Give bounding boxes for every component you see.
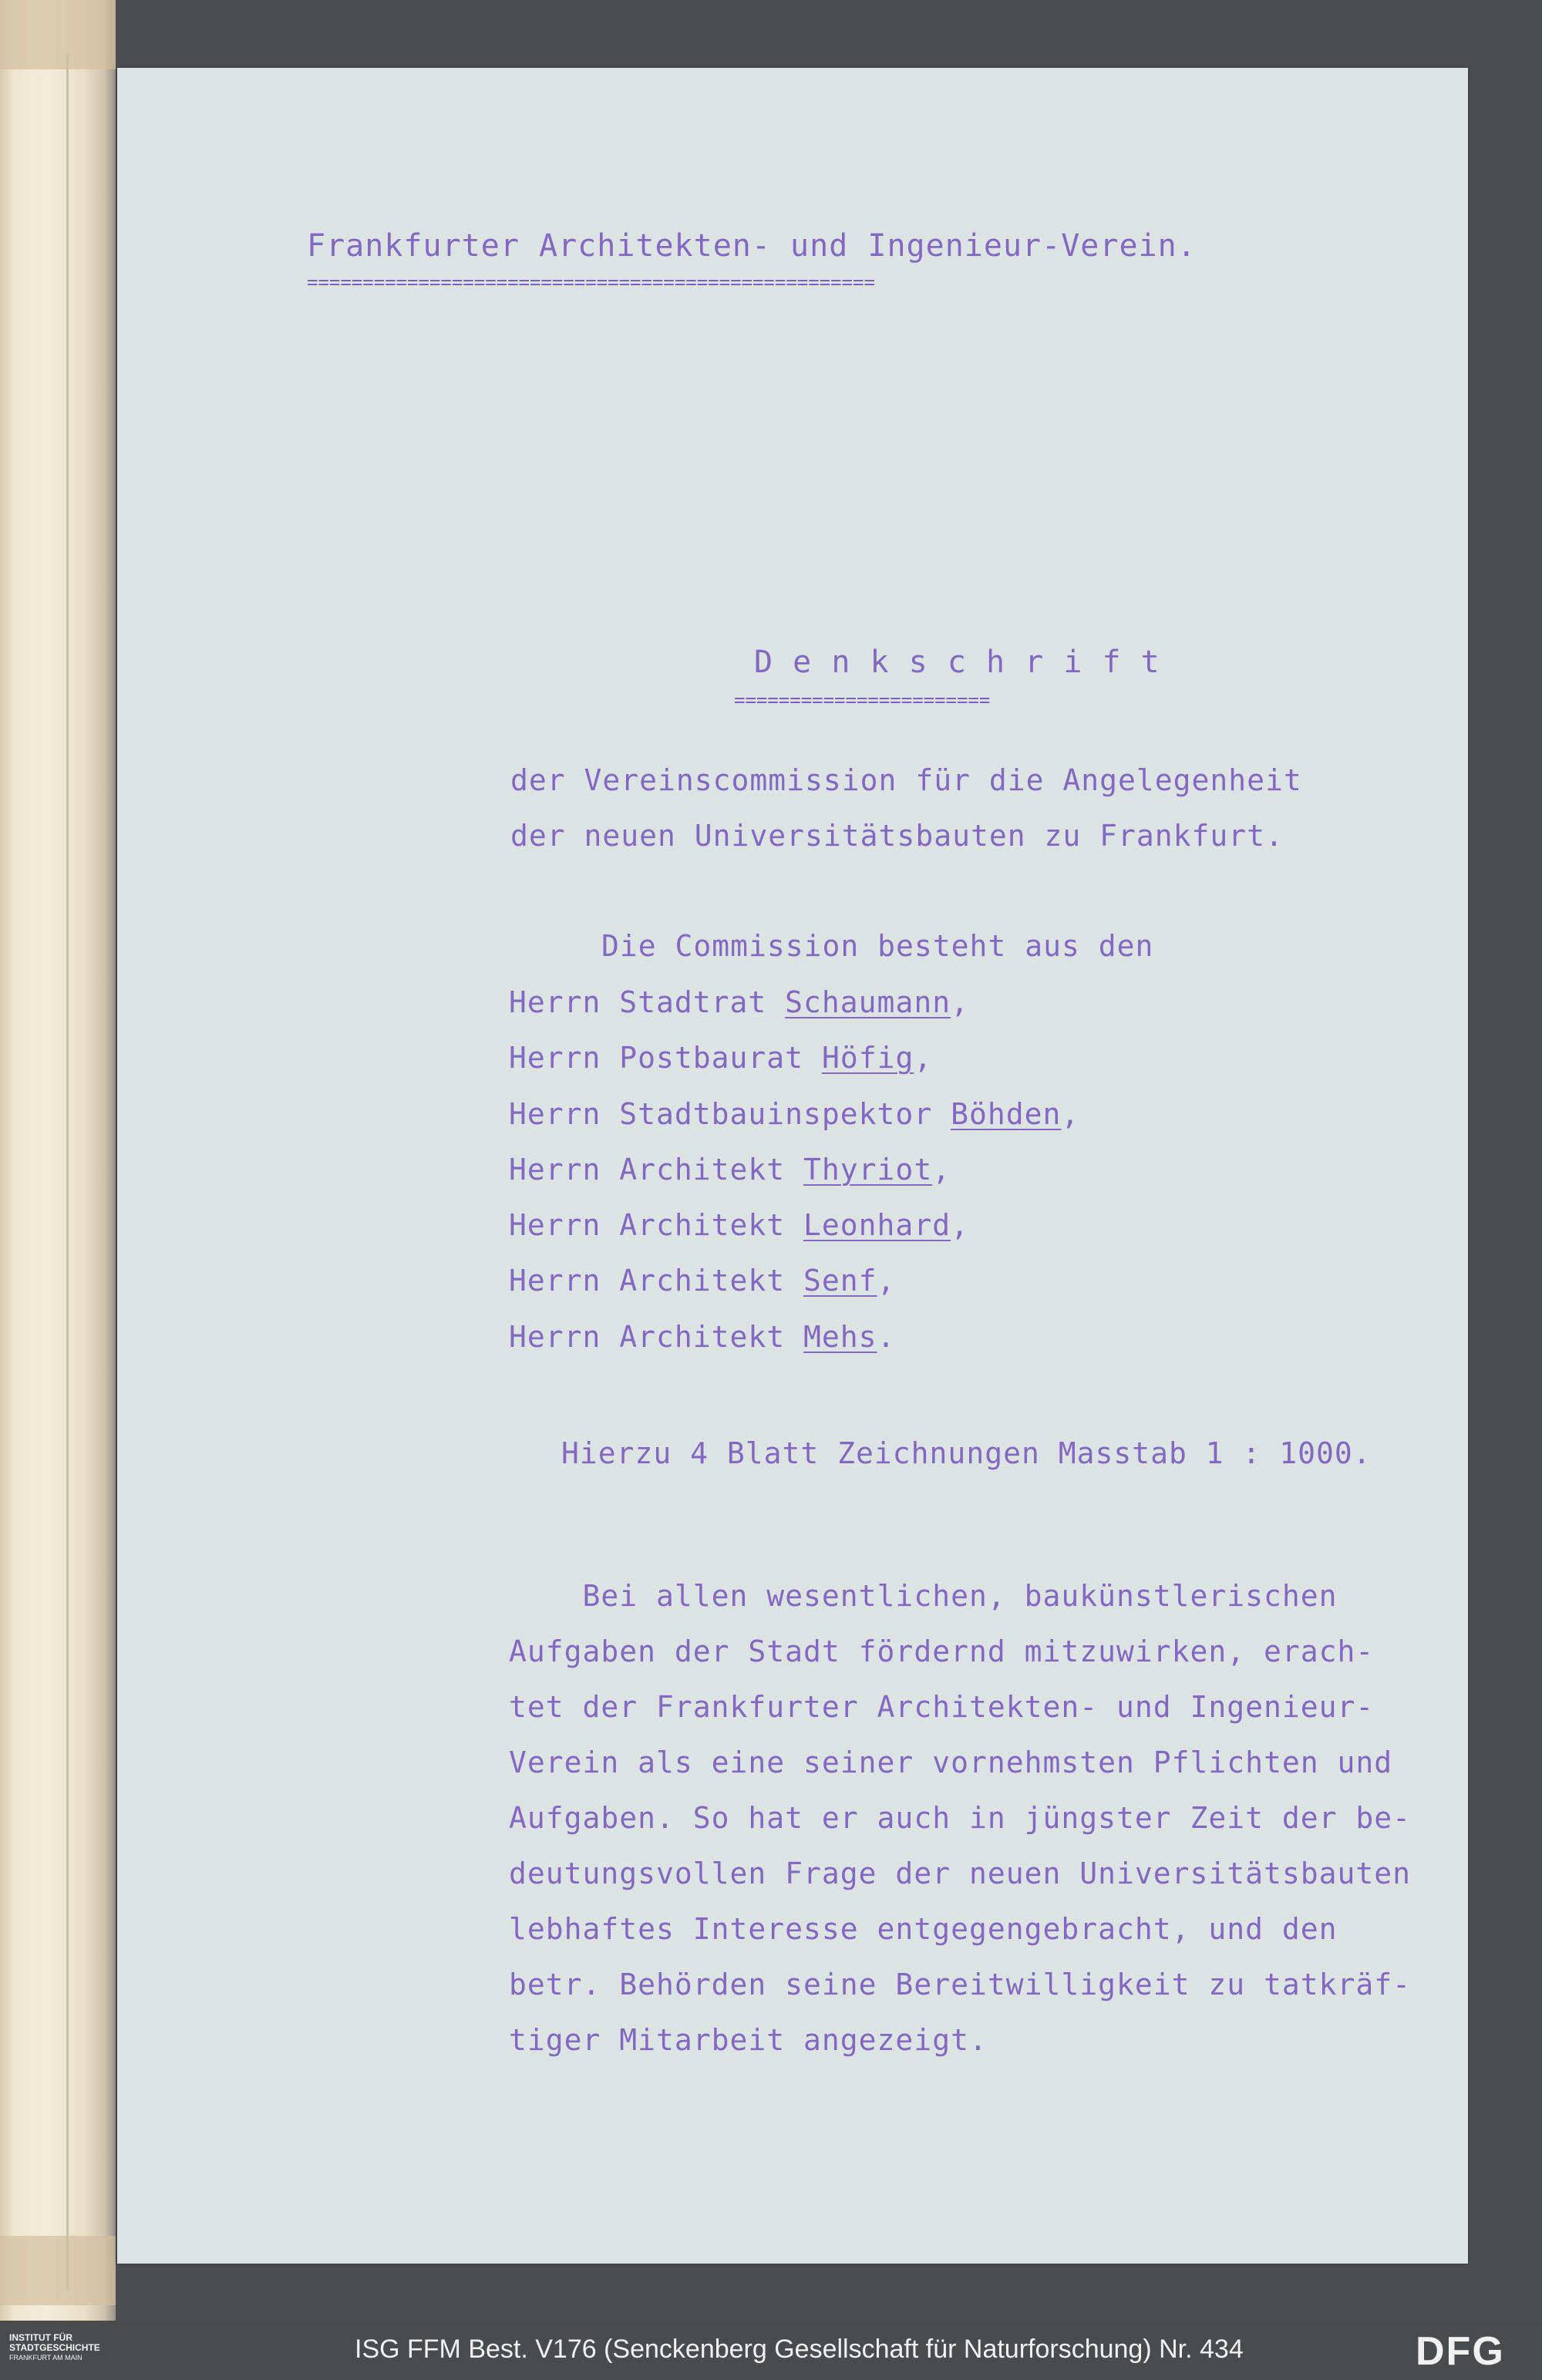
commission-intro: Die Commission besteht aus den — [601, 929, 1154, 963]
body-line: betr. Behörden seine Bereitwilligkeit zu tatkräf- — [509, 1968, 1412, 2001]
member-line: Herrn Stadtbauinspektor Böhden, — [509, 1097, 1080, 1131]
document-heading: D e n k s c h r i f t — [754, 645, 1160, 680]
member-line: Herrn Postbaurat Höfig, — [509, 1041, 933, 1075]
subtitle-line-2: der neuen Universitätsbauten zu Frankfurt. — [510, 819, 1284, 853]
institute-logo: INSTITUT FÜR STADTGESCHICHTE FRANKFURT AM MAIN — [9, 2332, 100, 2361]
body-line: tiger Mitarbeit angezeigt. — [509, 2023, 988, 2057]
facing-page-edge — [0, 0, 116, 2321]
member-line: Herrn Architekt Leonhard, — [509, 1208, 969, 1242]
binding-tape-top — [0, 0, 116, 69]
association-title-rule: =================================================== — [307, 273, 875, 290]
archive-caption: ISG FFM Best. V176 (Senckenberg Gesellschaft für Naturforschung) Nr. 434 — [355, 2335, 1244, 2364]
dfg-logo: DFG — [1416, 2329, 1505, 2374]
member-name: Böhden — [951, 1097, 1062, 1131]
archive-footer — [0, 2321, 1542, 2380]
member-line: Herrn Architekt Thyriot, — [509, 1153, 951, 1187]
body-line: Aufgaben der Stadt fördernd mitzuwirken, erach- — [509, 1634, 1375, 1668]
body-line: Verein als eine seiner vornehmsten Pflichten und — [509, 1745, 1393, 1779]
member-name: Leonhard — [803, 1208, 951, 1242]
document-heading-rule: ======================= — [734, 691, 991, 708]
member-line: Herrn Architekt Mehs. — [509, 1320, 896, 1354]
body-line: Bei allen wesentlichen, baukünstlerischen — [509, 1579, 1338, 1613]
member-line: Herrn Architekt Senf, — [509, 1264, 896, 1298]
body-line: lebhaftes Interesse entgegengebracht, und den — [509, 1912, 1338, 1946]
document-sheet — [117, 68, 1468, 2264]
association-title: Frankfurter Architekten- und Ingenieur-Verein. — [307, 228, 1197, 264]
member-name: Thyriot — [803, 1153, 933, 1187]
body-line: tet der Frankfurter Architekten- und Ingenieur- — [509, 1690, 1375, 1724]
member-line: Herrn Stadtrat Schaumann, — [509, 985, 969, 1019]
body-line: Aufgaben. So hat er auch in jüngster Zeit der be- — [509, 1801, 1412, 1835]
member-name: Schaumann — [785, 985, 951, 1019]
page-fold — [66, 54, 69, 2290]
body-line: deutungsvollen Frage der neuen Universitätsbauten — [509, 1857, 1412, 1890]
member-name: Mehs — [803, 1320, 877, 1354]
binding-tape-bottom — [0, 2236, 116, 2305]
member-name: Höfig — [821, 1041, 914, 1075]
member-name: Senf — [803, 1264, 877, 1298]
attachment-note: Hierzu 4 Blatt Zeichnungen Masstab 1 : 1000. — [561, 1436, 1372, 1470]
subtitle-line-1: der Vereinscommission für die Angelegenheit — [510, 763, 1302, 797]
